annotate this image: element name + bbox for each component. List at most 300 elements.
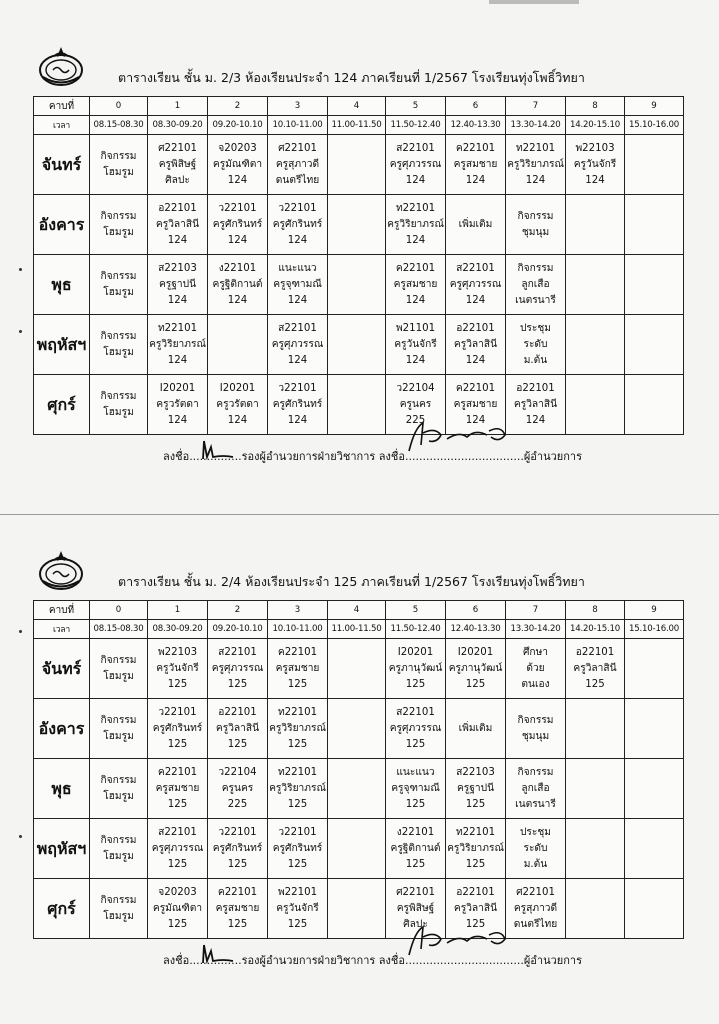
empty-cell [566, 759, 625, 819]
period-number: 4 [328, 601, 386, 620]
cell-line: ค22101 [395, 262, 436, 274]
cell-line: 124 [287, 234, 308, 246]
cell-line: ครูจุฑามณี [273, 278, 322, 290]
cell-line: 124 [525, 414, 546, 426]
cell-line: 125 [465, 918, 486, 930]
sign-middle: ลงชื่อ [378, 954, 405, 967]
period-label: คาบที่ [34, 601, 90, 620]
class-cell [386, 639, 446, 699]
class-cell [268, 255, 328, 315]
empty-cell [566, 255, 625, 315]
cell-line: 125 [465, 858, 486, 870]
period-number: 1 [148, 601, 208, 620]
cell-line: ศิลปะ [165, 174, 190, 186]
deputy-title: รองผู้อำนวยการฝ่ายวิชาการ [241, 954, 376, 967]
time-slot: 08.15-08.30 [90, 116, 148, 135]
time-slot: 08.30-09.20 [148, 116, 208, 135]
day-row [34, 819, 684, 879]
timetable [33, 96, 684, 435]
cell-line: 225 [227, 798, 248, 810]
cell-line: ประชุม [519, 322, 552, 334]
schedule-title: ตารางเรียน ชั้น ม. 2/3 ห้องเรียนประจำ 124 ภาคเรียนที่ 1/2567 โรงเรียนทุ่งโพธิ์วิทยา [118, 70, 585, 85]
cell-line: กิจกรรม [100, 714, 137, 726]
period-number: 8 [566, 97, 625, 116]
time-row [34, 116, 684, 135]
cell-line: ท22101 [277, 766, 318, 778]
cell-line: โฮมรูม [103, 850, 134, 862]
cell-line: เพิ่มเติม [458, 722, 493, 734]
cell-line: 125 [287, 858, 308, 870]
class-cell [208, 255, 268, 315]
class-cell [90, 375, 148, 435]
cell-line: ครูวรัตดา [156, 398, 199, 410]
cell-line: ส22101 [218, 646, 257, 658]
cell-line: ครูวิลาสินี [573, 662, 617, 674]
class-cell [506, 195, 566, 255]
time-slot: 08.30-09.20 [148, 620, 208, 639]
empty-cell [208, 315, 268, 375]
cell-line: ครูนคร [221, 782, 254, 794]
cell-line: ค22101 [157, 766, 198, 778]
class-cell [506, 135, 566, 195]
cell-line: ครูจุฑามณี [391, 782, 440, 794]
cell-line: พ22103 [157, 646, 198, 658]
empty-cell [625, 135, 684, 195]
class-cell [446, 699, 506, 759]
cell-line: 125 [405, 738, 426, 750]
day-name: ศุกร์ [34, 375, 90, 435]
class-cell [90, 699, 148, 759]
cell-line: 124 [227, 174, 248, 186]
class-cell [506, 819, 566, 879]
empty-cell [625, 699, 684, 759]
day-name: พฤหัสฯ [34, 315, 90, 375]
cell-line: พ22101 [277, 886, 318, 898]
cell-line: 124 [465, 294, 486, 306]
cell-line: กิจกรรม [100, 330, 137, 342]
class-cell [386, 135, 446, 195]
cell-line: ครูวิริยาภรณ์ [507, 158, 564, 170]
cell-line: ครูวิลาสินี [215, 722, 260, 734]
cell-line: 124 [465, 414, 486, 426]
cell-line: แนะแนว [396, 766, 435, 778]
cell-line: โฮมรูม [103, 790, 134, 802]
cell-line: ครูวันจักรี [276, 902, 319, 914]
cell-line: โฮมรูม [103, 286, 134, 298]
cell-line: พ21101 [395, 322, 436, 334]
cell-line: อ22101 [218, 706, 257, 718]
cell-line: 125 [405, 798, 426, 810]
empty-cell [625, 759, 684, 819]
period-number: 2 [208, 97, 268, 116]
day-row [34, 879, 684, 939]
class-cell [446, 195, 506, 255]
cell-line: ครูพิสิษฐ์ [158, 158, 197, 170]
cell-line: โฮมรูม [103, 166, 134, 178]
cell-line: 125 [227, 678, 248, 690]
cell-line: ค22101 [455, 382, 496, 394]
cell-line: 125 [167, 858, 188, 870]
cell-line: ครูวิลาสินี [453, 338, 498, 350]
empty-cell [328, 255, 386, 315]
time-slot: 13.30-14.20 [506, 116, 566, 135]
page-edge-mark [489, 0, 579, 4]
schedule-header [33, 542, 683, 600]
cell-line: ครูวิริยาภรณ์ [149, 338, 206, 350]
class-cell [148, 375, 208, 435]
cell-line: 125 [167, 798, 188, 810]
cell-line: 125 [227, 738, 248, 750]
cell-line: ชุมนุม [521, 226, 550, 238]
empty-cell [566, 879, 625, 939]
cell-line: 124 [167, 354, 188, 366]
empty-cell [328, 195, 386, 255]
cell-line: 124 [405, 294, 426, 306]
cell-line: ง22101 [218, 262, 257, 274]
class-cell [446, 759, 506, 819]
period-number: 5 [386, 97, 446, 116]
cell-line: 124 [585, 174, 605, 186]
time-slot: 10.10-11.00 [268, 620, 328, 639]
empty-cell [625, 315, 684, 375]
time-slot: 12.40-13.30 [446, 620, 506, 639]
cell-line: เนตรนารี [515, 798, 556, 810]
period-header-row [34, 97, 684, 116]
cell-line: ครูนคร [399, 398, 432, 410]
class-cell [268, 639, 328, 699]
cell-line: 124 [287, 354, 308, 366]
cell-line: 125 [167, 678, 188, 690]
cell-line: ครูศุภวรรณ [389, 158, 442, 170]
period-number: 1 [148, 97, 208, 116]
class-cell [386, 819, 446, 879]
day-row [34, 699, 684, 759]
cell-line: ค22101 [455, 142, 496, 154]
day-name: พฤหัสฯ [34, 819, 90, 879]
cell-line: ท22101 [515, 142, 556, 154]
cell-line: ค22101 [217, 886, 258, 898]
empty-cell [625, 819, 684, 879]
class-cell [208, 759, 268, 819]
class-cell [148, 315, 208, 375]
day-row [34, 375, 684, 435]
day-name: อังคาร [34, 699, 90, 759]
cell-line: ชุมนุม [521, 730, 550, 742]
period-label: คาบที่ [34, 97, 90, 116]
cell-line: ส22103 [158, 262, 197, 274]
time-slot: 15.10-16.00 [625, 116, 684, 135]
period-header-row [34, 601, 684, 620]
period-number: 9 [625, 97, 684, 116]
cell-line: ครูสุภาวดี [275, 158, 320, 170]
class-cell [208, 195, 268, 255]
empty-cell [566, 195, 625, 255]
period-number: 7 [506, 97, 566, 116]
cell-line: ครูวันจักรี [156, 662, 199, 674]
sign-middle: ลงชื่อ [378, 450, 405, 463]
empty-cell [625, 375, 684, 435]
cell-line: ครูวิริยาภรณ์ [387, 218, 444, 230]
cell-line: ว22101 [158, 706, 197, 718]
cell-line: โฮมรูม [103, 670, 134, 682]
cell-line: ง22101 [396, 826, 435, 838]
cell-line: ครูศักรินทร์ [272, 218, 323, 230]
cell-line: โฮมรูม [103, 406, 134, 418]
period-number: 8 [566, 601, 625, 620]
day-name: อังคาร [34, 195, 90, 255]
cell-line: ศ22101 [278, 142, 317, 154]
cell-line: 124 [167, 234, 188, 246]
cell-line: ครูสมชาย [275, 662, 320, 674]
cell-line: แนะแนว [278, 262, 317, 274]
cell-line: ว22101 [278, 202, 317, 214]
empty-cell [328, 699, 386, 759]
class-cell [446, 819, 506, 879]
cell-line: ค22101 [277, 646, 318, 658]
period-number: 9 [625, 601, 684, 620]
cell-line: 124 [227, 234, 248, 246]
cell-line: ครูวันจักรี [394, 338, 437, 350]
schedule-m2-3 [33, 38, 683, 469]
cell-line: 125 [167, 738, 188, 750]
school-emblem-icon [37, 548, 85, 592]
cell-line: ส22101 [278, 322, 317, 334]
cell-line: ตนเอง [521, 678, 550, 690]
empty-cell [566, 375, 625, 435]
cell-line: 124 [405, 174, 426, 186]
cell-line: ศ22101 [396, 886, 435, 898]
cell-line: ครูมัณฑิตา [152, 902, 203, 914]
class-cell [90, 315, 148, 375]
cell-line: 124 [465, 354, 486, 366]
empty-cell [328, 639, 386, 699]
cell-line: ครูวิลาสินี [513, 398, 558, 410]
sign-prefix: ลงชื่อ [163, 450, 190, 463]
period-number: 4 [328, 97, 386, 116]
cell-line: ครูสมชาย [453, 158, 498, 170]
cell-line: 124 [465, 174, 486, 186]
cell-line: ครูศุภวรรณ [271, 338, 324, 350]
class-cell [208, 699, 268, 759]
time-slot: 08.15-08.30 [90, 620, 148, 639]
class-cell [90, 639, 148, 699]
cell-line: ศึกษา [522, 646, 549, 658]
cell-line: ครูฐิติกานต์ [212, 278, 263, 290]
day-name: จันทร์ [34, 639, 90, 699]
cell-line: ครูศักรินทร์ [152, 722, 203, 734]
cell-line: I20201 [457, 646, 494, 658]
cell-line: ว22101 [278, 826, 317, 838]
cell-line: กิจกรรม [100, 270, 137, 282]
cell-line: กิจกรรม [100, 894, 137, 906]
class-cell [446, 639, 506, 699]
empty-cell [328, 819, 386, 879]
class-cell [90, 879, 148, 939]
cell-line: ครูวิริยาภรณ์ [447, 842, 504, 854]
cell-line: 124 [405, 234, 426, 246]
day-row [34, 759, 684, 819]
class-cell [208, 819, 268, 879]
cell-line: I20201 [397, 646, 434, 658]
cell-line: ครูวิลาสินี [453, 902, 498, 914]
cell-line: กิจกรรม [100, 654, 137, 666]
cell-line: กิจกรรม [517, 766, 554, 778]
class-cell [268, 315, 328, 375]
cell-line: ครูศักรินทร์ [272, 842, 323, 854]
cell-line: จ20203 [218, 142, 257, 154]
empty-cell [566, 699, 625, 759]
period-number: 2 [208, 601, 268, 620]
cell-line: 124 [287, 414, 308, 426]
cell-line: 125 [405, 858, 426, 870]
class-cell [446, 315, 506, 375]
cell-line: ว22104 [218, 766, 257, 778]
cell-line: พ22103 [575, 142, 615, 154]
cell-line: I20201 [219, 382, 256, 394]
class-cell [208, 639, 268, 699]
signature-line [33, 435, 683, 469]
cell-line: ครูสมชาย [453, 398, 498, 410]
deputy-title: รองผู้อำนวยการฝ่ายวิชาการ [241, 450, 376, 463]
cell-line: 124 [525, 174, 546, 186]
cell-line: ลูกเสือ [521, 782, 550, 794]
cell-line: ครูฐาปนี [456, 782, 495, 794]
empty-cell [566, 819, 625, 879]
cell-line: เนตรนารี [515, 294, 556, 306]
cell-line: อ22101 [456, 886, 495, 898]
cell-line: โฮมรูม [103, 346, 134, 358]
period-number: 6 [446, 97, 506, 116]
class-cell [208, 135, 268, 195]
cell-line: โฮมรูม [103, 910, 134, 922]
cell-line: อ22101 [456, 322, 495, 334]
class-cell [268, 375, 328, 435]
cell-line: เพิ่มเติม [458, 218, 493, 230]
cell-line: ศิลปะ [403, 918, 428, 930]
cell-line: 125 [227, 858, 248, 870]
class-cell [208, 879, 268, 939]
sign-prefix: ลงชื่อ [163, 954, 190, 967]
cell-line: ครูวันจักรี [573, 158, 617, 170]
cell-line: 125 [167, 918, 188, 930]
cell-line: ว22101 [218, 826, 257, 838]
cell-line: โฮมรูม [103, 226, 134, 238]
class-cell [386, 255, 446, 315]
class-cell [148, 195, 208, 255]
class-cell [268, 879, 328, 939]
time-slot: 14.20-15.10 [566, 116, 625, 135]
cell-line: กิจกรรม [517, 714, 554, 726]
cell-line: กิจกรรม [100, 390, 137, 402]
cell-line: ส22101 [396, 142, 435, 154]
cut-line [0, 514, 719, 515]
timetable [33, 600, 684, 939]
cell-line: กิจกรรม [517, 262, 554, 274]
empty-cell [328, 315, 386, 375]
cell-line: ด้วย [526, 662, 545, 674]
cell-line: กิจกรรม [100, 834, 137, 846]
cell-line: 124 [167, 294, 188, 306]
cell-line: ครูภานุวัฒน์ [388, 662, 443, 674]
cell-line: ครูวิริยาภรณ์ [269, 782, 326, 794]
school-emblem-icon [37, 44, 85, 88]
cell-line: ม.ต้น [523, 354, 548, 366]
cell-line: ท22101 [157, 322, 198, 334]
class-cell [566, 135, 625, 195]
time-slot: 09.20-10.10 [208, 116, 268, 135]
class-cell [386, 195, 446, 255]
period-number: 3 [268, 97, 328, 116]
empty-cell [328, 135, 386, 195]
time-slot: 14.20-15.10 [566, 620, 625, 639]
cell-line: 125 [287, 798, 308, 810]
director-title: ผู้อำนวยการ [523, 450, 582, 463]
class-cell [386, 699, 446, 759]
time-slot: 11.00-11.50 [328, 620, 386, 639]
class-cell [90, 195, 148, 255]
time-slot: 09.20-10.10 [208, 620, 268, 639]
class-cell [386, 315, 446, 375]
cell-line: ครูพิสิษฐ์ [396, 902, 435, 914]
time-row [34, 620, 684, 639]
empty-cell [625, 879, 684, 939]
cell-line: ส22103 [456, 766, 495, 778]
day-name: พุธ [34, 759, 90, 819]
cell-line: อ22101 [575, 646, 615, 658]
day-row [34, 639, 684, 699]
schedule-title: ตารางเรียน ชั้น ม. 2/4 ห้องเรียนประจำ 125 ภาคเรียนที่ 1/2567 โรงเรียนทุ่งโพธิ์วิทยา [118, 574, 585, 589]
cell-line: ครูวรัตดา [216, 398, 259, 410]
cell-line: กิจกรรม [100, 774, 137, 786]
day-name: ศุกร์ [34, 879, 90, 939]
cell-line: 124 [227, 294, 248, 306]
margin-dot [19, 268, 22, 271]
class-cell [268, 819, 328, 879]
signature-text: ลงชื่อ...............รองผู้อำนวยการฝ่ายวิชาการ ลงชื่อ..................................ผู้อำนวยการ [163, 954, 582, 967]
empty-cell [566, 315, 625, 375]
cell-line: ลูกเสือ [521, 278, 550, 290]
class-cell [446, 255, 506, 315]
class-cell [446, 135, 506, 195]
period-number: 6 [446, 601, 506, 620]
cell-line: ระดับ [523, 338, 548, 350]
cell-line: 125 [287, 918, 308, 930]
cell-line: ระดับ [523, 842, 548, 854]
time-slot: 11.00-11.50 [328, 116, 386, 135]
empty-cell [625, 639, 684, 699]
class-cell [90, 135, 148, 195]
schedule-header [33, 38, 683, 96]
signature-text: ลงชื่อ...............รองผู้อำนวยการฝ่ายวิชาการ ลงชื่อ..................................ผู้อำนวยการ [163, 450, 582, 463]
cell-line: ดนตรีไทย [513, 918, 558, 930]
cell-line: ครูวิริยาภรณ์ [269, 722, 326, 734]
cell-line: I20201 [159, 382, 196, 394]
cell-line: ครูสมชาย [215, 902, 260, 914]
day-row [34, 255, 684, 315]
cell-line: ท22101 [277, 706, 318, 718]
period-number: 5 [386, 601, 446, 620]
cell-line: ครูศักรินทร์ [212, 218, 263, 230]
cell-line: ครูศุภวรรณ [389, 722, 442, 734]
class-cell [148, 819, 208, 879]
cell-line: กิจกรรม [517, 210, 554, 222]
cell-line: อ22101 [158, 202, 197, 214]
class-cell [566, 639, 625, 699]
empty-cell [328, 879, 386, 939]
cell-line: อ22101 [516, 382, 555, 394]
time-slot: 11.50-12.40 [386, 116, 446, 135]
time-slot: 13.30-14.20 [506, 620, 566, 639]
